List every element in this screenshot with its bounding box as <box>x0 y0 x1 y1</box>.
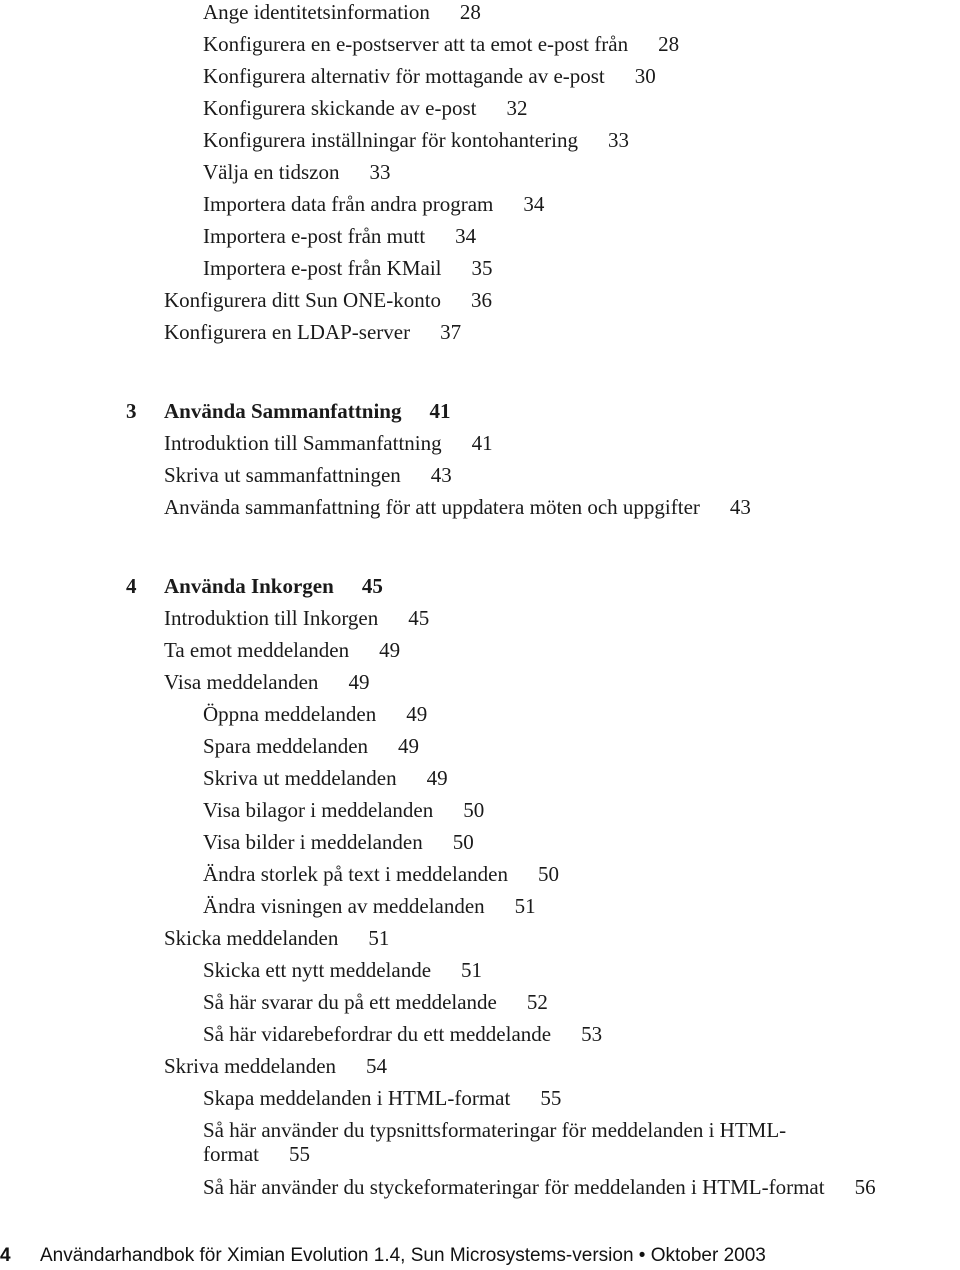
toc-entry-title: Ändra storlek på text i meddelanden <box>203 862 508 886</box>
toc-entry-page: 55 <box>288 1142 310 1166</box>
toc-entry-page: 32 <box>506 96 528 120</box>
toc-entry-page: 28 <box>459 0 481 24</box>
toc-entry-page: 55 <box>540 1086 562 1110</box>
toc-entry-page: 56 <box>854 1175 876 1199</box>
toc-entry-title: Skriva ut sammanfattningen <box>164 463 401 487</box>
toc-entry[interactable] <box>203 894 536 918</box>
toc-entry-title: Introduktion till Sammanfattning <box>164 431 442 455</box>
toc-chapter-title: Använda Inkorgen <box>164 574 334 598</box>
toc-entry-page: 51 <box>368 926 390 950</box>
toc-entry-title: Så här använder du styckeformateringar för meddelanden i HTML-format <box>203 1175 825 1199</box>
toc-entry-title: Spara meddelanden <box>203 734 369 758</box>
toc-entry[interactable] <box>203 128 629 152</box>
toc-entry-title: Importera e-post från KMail <box>203 256 442 280</box>
footer-text: Användarhandbok för Ximian Evolution 1.4, Sun Microsystems-version • Oktober 2003 <box>40 1245 766 1266</box>
toc-entry-page: 50 <box>452 830 474 854</box>
toc-entry[interactable] <box>164 1054 387 1078</box>
toc-entry-title: Ta emot meddelanden <box>164 638 350 662</box>
toc-entry[interactable] <box>203 830 474 854</box>
toc-entry-title: Visa meddelanden <box>164 670 319 694</box>
toc-entry[interactable] <box>203 0 481 24</box>
toc-entry[interactable] <box>203 702 427 726</box>
toc-entry-title: Konfigurera alternativ för mottagande av e-post <box>203 64 605 88</box>
toc-entry-page: 51 <box>461 958 483 982</box>
toc-entry[interactable] <box>203 990 548 1014</box>
toc-entry-page: 50 <box>463 798 485 822</box>
chapter-number: 4 <box>126 574 137 598</box>
toc-entry-page: 45 <box>408 606 430 630</box>
toc-entry-page: 49 <box>398 734 420 758</box>
toc-entry[interactable] <box>203 798 484 822</box>
toc-entry-title: Ändra visningen av meddelanden <box>203 894 485 918</box>
toc-entry[interactable] <box>164 288 492 312</box>
toc-entry-page: 30 <box>634 64 656 88</box>
toc-entry-title: Konfigurera skickande av e-post <box>203 96 477 120</box>
toc-entry-page: 33 <box>607 128 629 152</box>
toc-entry-page: 35 <box>471 256 493 280</box>
toc-entry-page: 43 <box>729 495 751 519</box>
toc-entry-page: 49 <box>348 670 370 694</box>
toc-entry-page: 41 <box>471 431 493 455</box>
toc-entry[interactable] <box>203 1086 561 1110</box>
toc-entry[interactable] <box>203 734 419 758</box>
toc-entry-page: 50 <box>537 862 559 886</box>
toc-entry-title: Konfigurera en e-postserver att ta emot e-post från <box>203 32 629 56</box>
toc-chapter-title: Använda Sammanfattning <box>164 399 402 423</box>
toc-entry-page: 37 <box>440 320 462 344</box>
toc-chapter[interactable] <box>126 399 450 423</box>
toc-entry-title: Skriva meddelanden <box>164 1054 337 1078</box>
toc-entry[interactable] <box>203 96 527 120</box>
toc-entry-title: Introduktion till Inkorgen <box>164 606 379 630</box>
toc-entry-page: 54 <box>366 1054 388 1078</box>
toc-entry-title: Visa bilagor i meddelanden <box>203 798 434 822</box>
toc-entry-title: Skicka ett nytt meddelande <box>203 958 432 982</box>
toc-entry-title: Så här använder du typsnittsformateringar för meddelanden i HTML-format <box>203 1118 787 1166</box>
toc-entry-title: Öppna meddelanden <box>203 702 377 726</box>
toc-entry-title: Konfigurera en LDAP-server <box>164 320 411 344</box>
toc-entry-page: 43 <box>430 463 452 487</box>
toc-entry[interactable] <box>203 862 559 886</box>
toc-entry[interactable] <box>203 160 390 184</box>
footer-page-number: 4 <box>0 1245 11 1266</box>
toc-entry-page: 36 <box>471 288 493 312</box>
toc-entry-page: 33 <box>369 160 391 184</box>
toc-entry-page: 34 <box>455 224 477 248</box>
toc-entry-title: Importera data från andra program <box>203 192 494 216</box>
toc-chapter-page: 41 <box>429 399 451 423</box>
toc-entry-page: 49 <box>426 766 448 790</box>
toc-entry[interactable] <box>203 958 482 982</box>
toc-entry-title: Konfigurera ditt Sun ONE-konto <box>164 288 442 312</box>
toc-entry[interactable] <box>164 320 461 344</box>
toc-entry-page: 49 <box>406 702 428 726</box>
toc-entry-title: Använda sammanfattning för att uppdatera möten och uppgifter <box>164 495 700 519</box>
toc-entry-title: Ange identitetsinformation <box>203 0 430 24</box>
toc-entry-page: 51 <box>514 894 536 918</box>
toc-entry[interactable] <box>203 192 544 216</box>
toc-entry-title: Importera e-post från mutt <box>203 224 426 248</box>
page-footer <box>0 1244 766 1268</box>
toc-entry[interactable] <box>203 64 656 88</box>
toc-entry-page: 34 <box>523 192 545 216</box>
chapter-number: 3 <box>126 399 137 423</box>
toc-entry-title: Välja en tidszon <box>203 160 340 184</box>
toc-entry[interactable] <box>164 926 389 950</box>
toc-chapter[interactable] <box>126 574 383 598</box>
toc-entry[interactable] <box>164 638 400 662</box>
toc-entry-title: Konfigurera inställningar för kontohantering <box>203 128 578 152</box>
toc-entry-page: 53 <box>581 1022 603 1046</box>
toc-entry[interactable] <box>164 495 751 519</box>
toc-entry[interactable] <box>164 463 452 487</box>
toc-entry-title: Skapa meddelanden i HTML-format <box>203 1086 511 1110</box>
toc-entry[interactable] <box>203 1022 602 1046</box>
toc-entry[interactable] <box>203 256 493 280</box>
toc-entry[interactable] <box>164 670 369 694</box>
toc-entry-page: 28 <box>658 32 680 56</box>
toc-entry-page: 49 <box>379 638 401 662</box>
toc-entry-title: Så här vidarebefordrar du ett meddelande <box>203 1022 552 1046</box>
toc-entry[interactable] <box>203 1175 876 1199</box>
toc-entry[interactable] <box>203 1118 803 1166</box>
toc-entry[interactable] <box>203 32 679 56</box>
toc-entry-title: Så här svarar du på ett meddelande <box>203 990 497 1014</box>
toc-chapter-page: 45 <box>361 574 383 598</box>
toc-entry[interactable] <box>164 431 493 455</box>
toc-entry-title: Skicka meddelanden <box>164 926 339 950</box>
toc-entry[interactable] <box>203 766 448 790</box>
toc-entry-page: 52 <box>526 990 548 1014</box>
toc-entry-title: Skriva ut meddelanden <box>203 766 397 790</box>
toc-entry-title: Visa bilder i meddelanden <box>203 830 423 854</box>
toc-entry[interactable] <box>203 224 476 248</box>
toc-entry[interactable] <box>164 606 429 630</box>
